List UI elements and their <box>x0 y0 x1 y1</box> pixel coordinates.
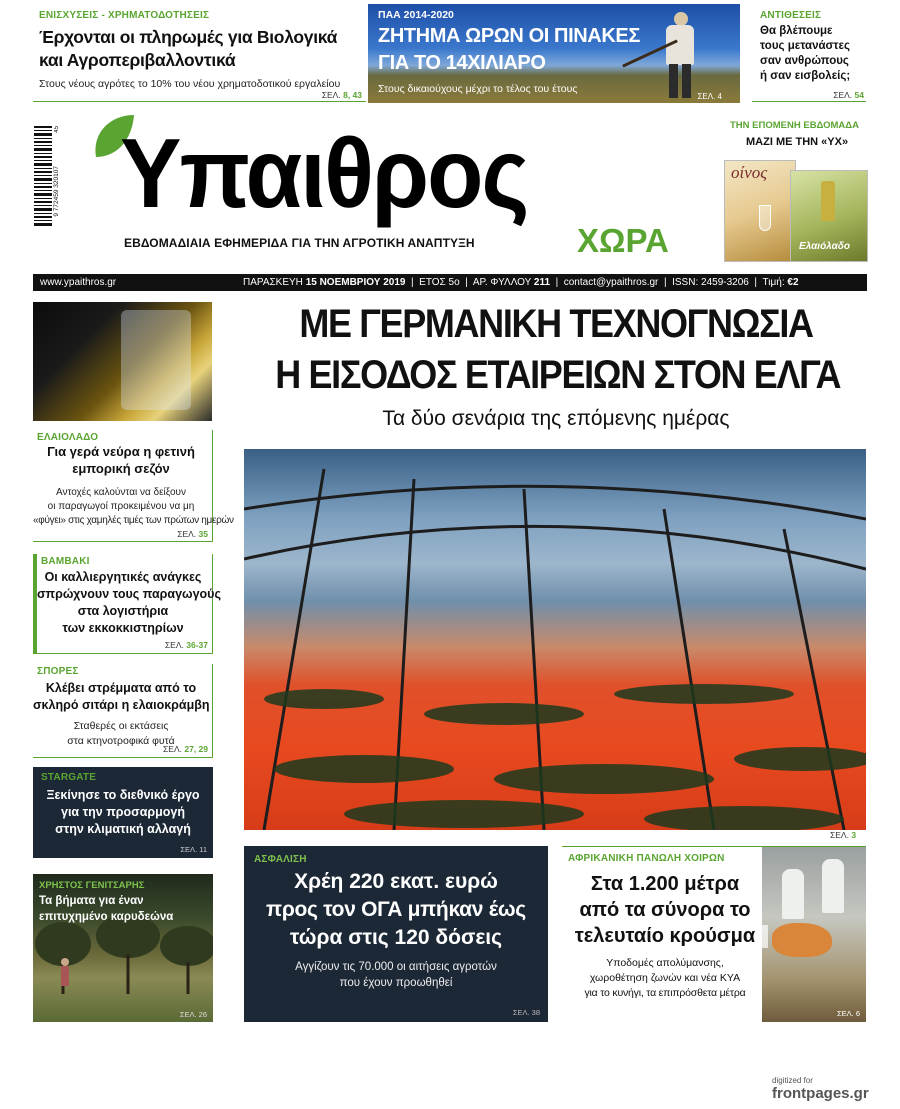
page-reference: ΣΕΛ. 4 <box>697 92 722 101</box>
story-kicker: ΒΑΜΒΑΚΙ <box>41 556 90 567</box>
lead-photo-flooded-greenhouse[interactable] <box>244 449 866 830</box>
promo-box[interactable] <box>718 116 874 266</box>
story-title-line-2: σκληρό σιτάρι η ελαιοκράμβη <box>33 698 210 712</box>
barcode <box>34 126 60 244</box>
teaser-title-line-2: τους μετανάστες <box>760 40 850 52</box>
teaser-title-line-2: ΓΙΑ ΤΟ 14ΧΙΛΙΑΡΟ <box>378 52 546 74</box>
story-subtitle-line-1: Αντοχές καλούνται να δείξουν <box>55 487 187 498</box>
story-title-line-1: Ξεκίνησε το διεθνικό έργο <box>46 788 200 802</box>
issue-date: 15 ΝΟΕΜΒΡΙΟΥ 2019 <box>305 277 406 288</box>
promo-cover-title: Ελαιόλαδο <box>799 241 851 252</box>
teaser-kicker: ΠΑΑ 2014-2020 <box>378 9 454 21</box>
promo-line-1: ΤΗΝ ΕΠΟΜΕΝΗ ΕΒΔΟΜΑΔΑ <box>730 120 859 131</box>
barcode-digits: 9 772459 320107 <box>53 166 60 217</box>
teaser-title-line-2: και Αγροπεριβαλλοντικά <box>39 50 236 70</box>
story-subtitle-line-2: χωροθέτηση ζωνών και νέα ΚΥΑ <box>589 972 741 984</box>
teaser-title-line-1: ΖΗΤΗΜΑ ΩΡΩΝ ΟΙ ΠΙΝΑΚΕΣ <box>378 25 640 47</box>
teaser-subtitle: Στους δικαιούχους μέχρι το τέλος του έτους <box>378 83 578 95</box>
greenhouse-frame-icon <box>244 449 866 830</box>
side-story-walnut[interactable] <box>33 874 213 1022</box>
page-reference: ΣΕΛ. 8, 43 <box>321 90 362 100</box>
story-kicker: STARGATE <box>41 772 97 783</box>
story-subtitle-line-2: οι παραγωγοί προκειμένου να μη <box>47 501 195 512</box>
page-reference: ΣΕΛ. 26 <box>179 1010 207 1019</box>
story-subtitle-line-3: για το κυνήγι, τα επιπρόσθετα μέτρα <box>584 987 746 999</box>
logo[interactable]: Υπαιθρος <box>120 118 528 228</box>
digitized-credit-line-1: digitized for <box>772 1076 813 1085</box>
contact-email[interactable]: contact@ypaithros.gr <box>563 277 659 288</box>
side-story-sowing[interactable] <box>33 664 213 758</box>
page-reference: ΣΕΛ. 6 <box>837 1009 860 1018</box>
page-reference: ΣΕΛ. 38 <box>512 1008 540 1017</box>
story-title-line-1: Τα βήματα για έναν <box>39 895 144 907</box>
story-kicker: ΑΣΦΑΛΙΣΗ <box>254 854 307 865</box>
story-title-line-2: από τα σύνορα το <box>579 899 751 921</box>
barcode-issue-number: 45 <box>54 126 60 133</box>
teaser-title-line-1: Θα βλέπουμε <box>760 25 833 37</box>
promo-cover-wine <box>724 160 796 262</box>
story-title-line-3: στην κλιματική αλλαγή <box>55 822 191 836</box>
price: €2 <box>787 277 799 288</box>
page-reference: ΣΕΛ. 35 <box>177 529 208 539</box>
story-title-line-2: για την προσαρμογή <box>61 805 185 819</box>
teaser-title-line-1: Έρχονται οι πληρωμές για Βιολογικά <box>39 27 338 47</box>
page-reference: ΣΕΛ. 36-37 <box>164 640 208 650</box>
story-kicker: ΣΠΟΡΕΣ <box>37 666 79 677</box>
page-reference: ΣΕΛ. 54 <box>833 90 864 100</box>
website-link[interactable]: www.ypaithros.gr <box>40 277 117 288</box>
story-title-line-3: τώρα στις 120 δόσεις <box>289 926 503 949</box>
info-bar <box>33 274 867 291</box>
story-subtitle-line-2: στα κτηνοτροφικά φυτά <box>67 735 175 747</box>
top-teaser-paa[interactable] <box>368 4 740 103</box>
side-story-stargate[interactable] <box>33 767 213 858</box>
teaser-title-line-3: σαν ανθρώπους <box>760 55 849 67</box>
teaser-kicker: ΑΝΤΙΘΕΣΕΙΣ <box>760 10 822 21</box>
olive-bottle-icon <box>821 181 835 221</box>
promo-cover-title: οίνος <box>731 163 768 182</box>
story-title-line-1: Κλέβει στρέμματα από το <box>45 681 197 695</box>
tagline: ΕΒΔΟΜΑΔΙΑΙΑ ΕΦΗΜΕΡΙΔΑ ΓΙΑ ΤΗΝ ΑΓΡΟΤΙΚΗ ΑΝΑΠΤΥΞΗ <box>124 236 475 250</box>
promo-line-2: ΜΑΖΙ ΜΕ ΤΗΝ «ΥΧ» <box>746 136 849 148</box>
story-title-line-1: Για γερά νεύρα η φετινή <box>47 444 195 459</box>
page-reference: ΣΕΛ. 3 <box>830 830 857 840</box>
story-title-line-1: Οι καλλιεργητικές ανάγκες <box>44 570 202 584</box>
lead-headline-line-1[interactable]: ΜΕ ΓΕΡΜΑΝΙΚΗ ΤΕΧΝΟΓΝΩΣΙΑ <box>299 302 813 346</box>
story-subtitle-line-1: Υποδομές απολύμανσης, <box>606 957 724 969</box>
story-kicker: ΕΛΑΙΟΛΑΔΟ <box>37 432 99 443</box>
story-title-line-3: τελευταίο κρούσμα <box>562 925 768 948</box>
logo-sub: ΧΩΡΑ <box>577 222 669 259</box>
story-title-line-2: σπρώχνουν τους παραγωγούς <box>37 587 221 601</box>
story-title-line-2: εμπορική σεζόν <box>72 461 170 476</box>
teaser-subtitle: Στους νέους αγρότες το 10% του νέου χρηματοδοτικού εργαλείου <box>39 78 341 90</box>
story-kicker: ΧΡΗΣΤΟΣ ΓΕΝΙΤΣΑΡΗΣ <box>39 880 145 891</box>
story-subtitle-line-1: Αγγίζουν τις 70.000 οι αιτήσεις αγροτών <box>295 961 497 973</box>
promo-cover-oil <box>790 170 868 262</box>
lead-subheadline: Τα δύο σενάρια της επόμενης ημέρας <box>382 407 730 430</box>
story-kicker: ΑΦΡΙΚΑΝΙΚΗ ΠΑΝΩΛΗ ΧΟΙΡΩΝ <box>568 853 725 864</box>
story-title-line-2: επιτυχημένο καρυδεώνα <box>39 911 174 923</box>
story-title-line-3: στα λογιστήρια <box>77 604 169 618</box>
story-title-line-2: προς τον ΟΓΑ μπήκαν έως <box>266 898 526 921</box>
story-subtitle-line-2: που έχουν προωθηθεί <box>339 977 453 989</box>
page-reference: ΣΕΛ. 11 <box>180 845 207 854</box>
story-insurance[interactable] <box>244 846 548 1022</box>
story-subtitle-line-1: Σταθερές οι εκτάσεις <box>73 720 169 732</box>
story-subtitle-line-3: «φύγει» στις χαμηλές τιμές των πρώτων ημερών <box>33 515 234 526</box>
story-title-line-4: των εκκοκκιστηρίων <box>62 621 184 635</box>
disinfection-photo <box>762 847 866 1022</box>
lead-headline-line-2[interactable]: Η ΕΙΣΟΔΟΣ ΕΤΑΙΡΕΙΩΝ ΣΤΟΝ ΕΛΓΑ <box>275 353 841 397</box>
top-teaser-funding[interactable] <box>33 6 366 102</box>
issue-number: 211 <box>533 277 551 288</box>
farmer-photo <box>660 12 700 98</box>
story-title-line-1: Χρέη 220 εκατ. ευρώ <box>294 870 498 893</box>
issue-details: ΠΑΡΑΣΚΕΥΗ 15 ΝΟΕΜΒΡΙΟΥ 2019 | ΕΤΟΣ 5ο | ΑΡ. ΦΥΛΛΟΥ 211 | contact@ypaithros.gr | ISSN: 2459-3206 | Τιμή: €2 <box>243 277 799 288</box>
side-story-cotton[interactable] <box>33 554 221 654</box>
issn: ISSN: 2459-3206 <box>672 277 749 288</box>
side-story-olive-oil[interactable] <box>33 430 234 542</box>
top-teaser-migrants[interactable] <box>752 6 866 102</box>
digitized-credit-line-2[interactable]: frontpages.gr <box>772 1085 869 1102</box>
story-swine-fever[interactable] <box>562 846 866 1022</box>
issue-year: 5ο <box>448 277 460 288</box>
teaser-kicker: ΕΝΙΣΧΥΣΕΙΣ - ΧΡΗΜΑΤΟΔΟΤΗΣΕΙΣ <box>39 10 210 21</box>
wine-glass-icon <box>759 205 771 231</box>
page-reference: ΣΕΛ. 27, 29 <box>163 744 208 754</box>
story-title-line-1: Στα 1.200 μέτρα <box>590 873 740 895</box>
olive-oil-photo <box>33 302 212 421</box>
teaser-title-line-4: ή σαν εισβολείς; <box>760 70 851 82</box>
